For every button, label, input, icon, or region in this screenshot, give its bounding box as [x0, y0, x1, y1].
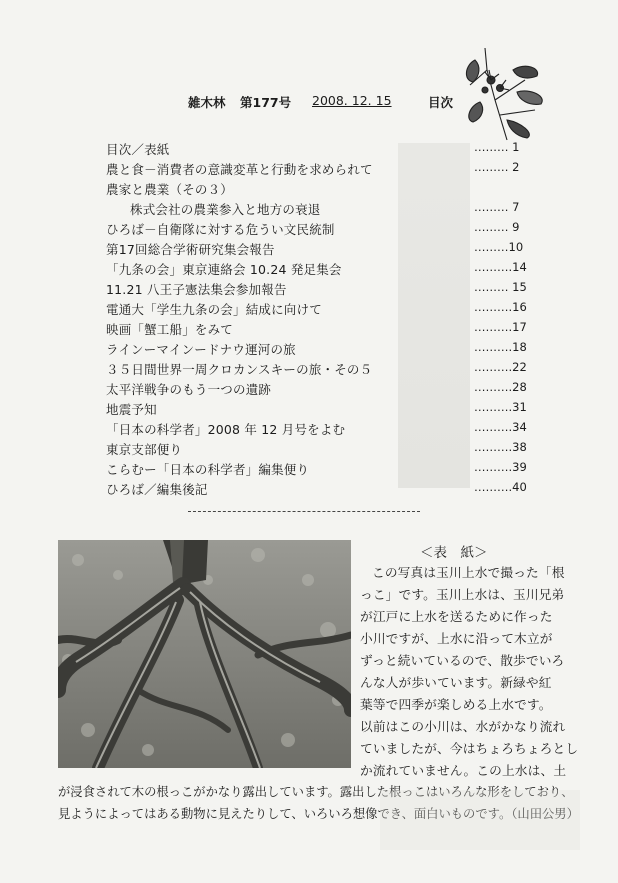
- cover-text-line: んな人が歩いています。新緑や紅: [360, 675, 552, 690]
- toc-row: [0, 160, 618, 180]
- toc-entry-page: ……… 9: [474, 220, 520, 234]
- cover-text-line: ずっと続いているので、散歩でいろ: [360, 653, 565, 668]
- toc-entry-title: ひろば－自衛隊に対する危うい文民統制: [106, 222, 335, 237]
- toc-entry-title: 映画「蟹工船」をみて: [106, 322, 234, 337]
- toc-entry-title: こらむー「日本の科学者」編集便り: [106, 462, 310, 477]
- toc-entry-page: ……… 7: [474, 200, 520, 214]
- issue-number: 第177号: [240, 95, 292, 110]
- issue-date: 2008. 12. 15: [312, 93, 392, 108]
- cover-text-line: 見ようによってはある動物に見えたりして、いろいろ想像でき、面白いものです。（山田公男）: [58, 807, 579, 821]
- toc-entry-title: ひろば／編集後記: [106, 482, 208, 497]
- toc-entry-title: 電通大「学生九条の会」結成に向けて: [106, 302, 322, 317]
- toc-row: [0, 380, 618, 400]
- toc-entry-page: ……….22: [474, 360, 527, 374]
- newsletter-title: 雑木林: [188, 95, 226, 110]
- toc-entry-page: ……….40: [474, 480, 527, 494]
- toc-entry-title: 農家と農業（その３）: [106, 182, 234, 197]
- toc-entry-page: ……….17: [474, 320, 527, 334]
- scan-smudge: [380, 790, 580, 850]
- toc-entry-title: 株式会社の農業参入と地方の衰退: [130, 202, 321, 217]
- cover-text-line: っこ」です。玉川上水は、玉川兄弟: [360, 587, 565, 602]
- toc-entry-page: ……….16: [474, 300, 527, 314]
- toc-entry-title: 太平洋戦争のもう一つの遺跡: [106, 382, 272, 397]
- toc-row: [0, 340, 618, 360]
- cover-text-line: 以前はこの小川は、水がかなり流れ: [360, 719, 566, 734]
- toc-entry-page: ……….39: [474, 460, 527, 474]
- toc-label: 目次: [428, 95, 454, 110]
- cover-text-line: 葉等で四季が楽しめる上水です。: [360, 697, 552, 712]
- toc-row: [0, 460, 618, 480]
- toc-row: [0, 360, 618, 380]
- cover-photo-tree-roots: [58, 540, 351, 768]
- toc-row: [0, 400, 618, 420]
- toc-entry-title: ３５日間世界一周クロカンスキーの旅・その５: [106, 362, 373, 377]
- toc-entry-title: 農と食－消費者の意識変革と行動を求められて: [106, 162, 373, 177]
- toc-row: [0, 440, 618, 460]
- toc-entry-title: 目次／表紙: [106, 142, 170, 157]
- toc-entry-page: ……….28: [474, 380, 527, 394]
- toc-entry-page: ……….18: [474, 340, 527, 354]
- toc-row: [0, 140, 618, 160]
- toc-entry-title: 東京支部便り: [106, 442, 183, 457]
- toc-row: [0, 220, 618, 240]
- toc-entry-page: ………10: [474, 240, 524, 254]
- toc-row: [0, 260, 618, 280]
- toc-entry-title: 「日本の科学者」2008 年 12 月号をよむ: [106, 422, 346, 437]
- cover-section-heading: ＜表 紙＞: [420, 545, 488, 561]
- toc-entry-title: 地震予知: [106, 402, 157, 417]
- toc-row: [0, 280, 618, 300]
- toc-entry-page: ……… 2: [474, 160, 520, 174]
- newsletter-header: [188, 93, 488, 113]
- section-divider: [188, 511, 420, 512]
- toc-entry-page: ……….34: [474, 420, 527, 434]
- cover-text-line: ていましたが、今はちょろちょろとし: [360, 741, 579, 756]
- toc-entry-title: 「九条の会」東京連絡会 10.24 発足集会: [106, 262, 342, 277]
- toc-row: [0, 300, 618, 320]
- toc-entry-page: ……….31: [474, 400, 527, 414]
- cover-text-line: が浸食されて木の根っこがかなり露出しています。露出した根っこはいろんな形をしており、: [58, 785, 574, 799]
- toc-row: [0, 200, 618, 220]
- cover-text-line: この写真は玉川上水で撮った「根: [372, 565, 565, 580]
- toc-entry-page: ……… 1: [474, 140, 520, 154]
- toc-row: [0, 420, 618, 440]
- toc-entry-page: ……….38: [474, 440, 527, 454]
- cover-text-line: が江戸に上水を送るために作った: [360, 609, 553, 624]
- toc-entry-title: 11.21 八王子憲法集会参加報告: [106, 282, 287, 297]
- toc-entry-title: ラインーマインードナウ運河の旅: [106, 342, 296, 357]
- toc-entry-page: ……….14: [474, 260, 527, 274]
- cover-text-line: か流れていません。この上水は、土: [360, 763, 567, 778]
- cover-text-line: 小川ですが、上水に沿って木立が: [360, 631, 553, 646]
- toc-entry-title: 第17回総合学術研究集会報告: [106, 242, 275, 257]
- toc-row: [0, 320, 618, 340]
- toc-entry-page: ……… 15: [474, 280, 527, 294]
- toc-row: [0, 480, 618, 500]
- toc-row: [0, 180, 618, 200]
- toc-row: [0, 240, 618, 260]
